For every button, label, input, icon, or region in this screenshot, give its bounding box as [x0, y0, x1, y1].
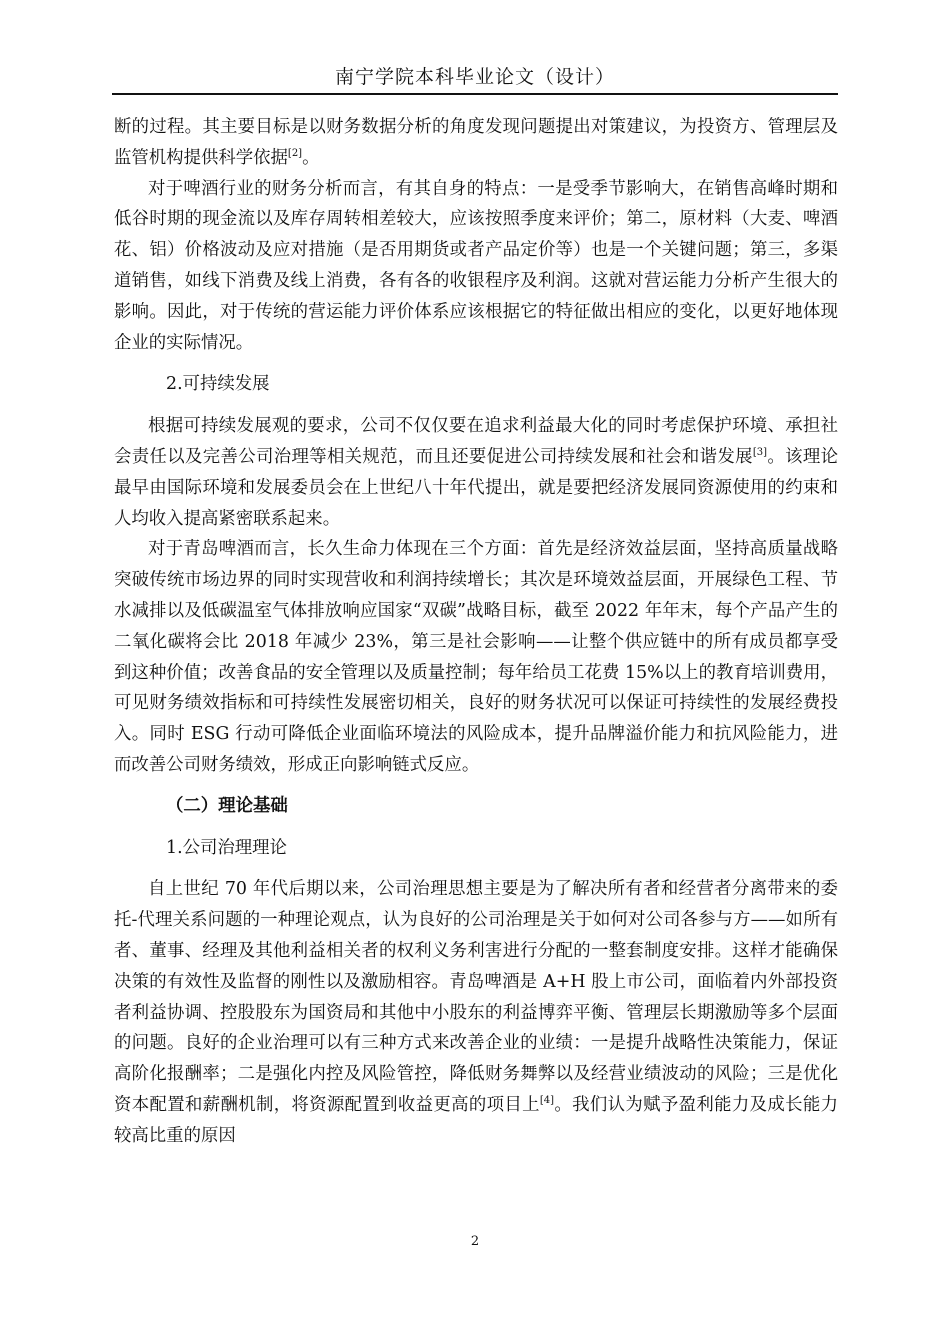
section-heading-theory-basis: （二）理论基础: [166, 795, 288, 816]
paragraph-sustainability-theory: [114, 411, 838, 534]
paragraph-text: 自上世纪 70 年代后期以来，公司治理思想主要是为了解决所有者和经营者分离带来的委托-代理关系问题的一种理论观点，认为良好的公司治理是关于如何对公司各参与方——如所有者、董事、经理及其他利益相关者的权利义务利害进行分配的一整套制度安排。这样才能确保决策的有效性及监督的刚性以及激励相容。青岛啤酒是 A+H 股上市公司，面临着内外部投资者利益协调、控股股东为国资局和其他中小股东的利益博弈平衡、管理层长期激励等多个层面的问题。良好的企业治理可以有三种方式来改善企业的业绩：一是提升战略性决策能力，保证高阶化报酬率；二是强化内控及风险管控，降低财务舞弊以及经营业绩波动的风险；三是优化资本配置和薪酬机制，将资源配置到收益更高的项目上: [114, 879, 838, 1115]
section-heading-sustainability: 2.可持续发展: [166, 374, 270, 395]
page-number: 2: [470, 1234, 480, 1249]
paragraph-tsingtao-sustainability: 对于青岛啤酒而言，长久生命力体现在三个方面：首先是经济效益层面，坚持高质量战略突破传统市场边界的同时实现营收和利润持续增长；其次是环境效益层面，开展绿色工程、节水减排以及低碳温室气体排放响应国家“双碳”战略目标，截至 2022 年年末，每个产品产生的二氧化碳将会比 2018 年减少 23%，第三是社会影响——让整个供应链中的所有成员都享受到这种价值；改善食品的安全管理以及质量控制；每年给员工花费 15%以上的教育培训费用，可见财务绩效指标和可持续性发展密切相关，良好的财务状况可以保证可持续性的发展经费投入。同时 ESG 行动可降低企业面临环境法的风险成本，提升品牌溢价能力和抗风险能力，进而改善公司财务绩效，形成正向影响链式反应。: [114, 539, 838, 775]
paragraph-governance-theory: [114, 874, 838, 1151]
paragraph-text: 。我们认为赋予盈利能力及成长能力较高比重的原因: [114, 1094, 838, 1146]
page-header: 南宁学院本科毕业论文（设计）: [334, 66, 615, 88]
paragraph-text: 。该理论最早由国际环境和发展委员会在上世纪八十年代提出，就是要把经济发展同资源使用的约束和人均收入提高紧密联系起来。: [114, 446, 838, 529]
header-rule: [112, 93, 838, 95]
paragraph-text: 断的过程。其主要目标是以财务数据分析的角度发现问题提出对策建议，为投资方、管理层及监管机构提供科学依据: [114, 117, 838, 168]
paragraph-text: 。: [302, 147, 320, 168]
paragraph-beer-industry: 对于啤酒行业的财务分析而言，有其自身的特点：一是受季节影响大，在销售高峰时期和低谷时期的现金流以及库存周转相差较大，应该按照季度来评价；第二，原材料（大麦、啤酒花、铝）价格波动及应对措施（是否用期货或者产品定价等）也是一个关键问题；第三，多渠道销售，如线下消费及线上消费，各有各的收银程序及利润。这就对营运能力分析产生很大的影响。因此，对于传统的营运能力评价体系应该根据它的特征做出相应的变化，以更好地体现企业的实际情况。: [114, 178, 838, 353]
citation-ref[interactable]: [3]: [752, 447, 767, 459]
paragraph-analysis-goal: [114, 112, 838, 174]
section-heading-corporate-governance: 1.公司治理理论: [166, 837, 287, 858]
page-body: [114, 112, 838, 1152]
paragraph-text: 根据可持续发展观的要求，公司不仅仅要在追求利益最大化的同时考虑保护环境、承担社会责任以及完善公司治理等相关规范，而且还要促进公司持续发展和社会和谐发展: [114, 416, 838, 467]
citation-ref[interactable]: [2]: [287, 148, 303, 159]
citation-ref[interactable]: [4]: [539, 1095, 555, 1107]
